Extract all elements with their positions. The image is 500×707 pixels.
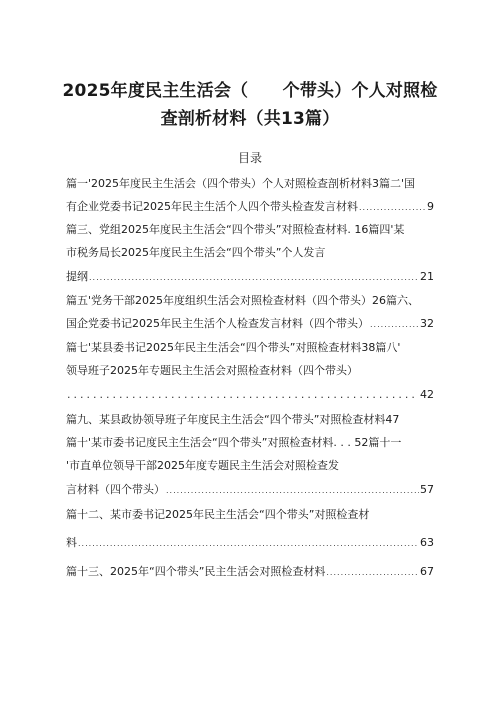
toc-line[interactable]: [66, 246, 434, 260]
toc-line[interactable]: [66, 270, 434, 285]
toc-entry-text: '市直单位领导干部2025年度专题民主生活会对照检查发: [66, 459, 340, 472]
toc-line[interactable]: [66, 436, 434, 450]
document-title-line-2: 查剖析材料（共13篇）: [160, 109, 340, 129]
toc-page-number: 42: [420, 388, 434, 401]
toc-line[interactable]: [66, 459, 434, 473]
toc-heading: 目录: [237, 151, 262, 165]
toc-line[interactable]: [66, 223, 434, 237]
toc-leader-dots: [78, 537, 419, 551]
toc-page-number: 21: [420, 270, 434, 283]
toc-page-number: 32: [420, 317, 434, 330]
toc-line[interactable]: [66, 294, 434, 308]
toc-line[interactable]: [66, 341, 434, 355]
toc-line[interactable]: [66, 364, 434, 378]
toc-leader-dots: [359, 201, 426, 215]
toc-entry-text: 有企业党委书记2025年民主生活个人四个带头检查发言材料: [66, 200, 358, 213]
toc-entry-text: 篇七'某县委书记2025年民主生活会“四个带头”对照检查材料38篇八': [66, 341, 401, 354]
toc-line[interactable]: [66, 388, 434, 402]
toc-entry-text: 篇十二、某市委书记2025年民主生活会“四个带头”对照检查材: [66, 508, 370, 521]
toc-leader-dots: [67, 388, 416, 402]
toc-page-number: 57: [420, 483, 434, 496]
toc-line[interactable]: [66, 177, 434, 191]
toc-leader-dots: [166, 484, 419, 498]
toc-entry-text: 提纲: [66, 270, 88, 283]
toc-entry-text: 市税务局长2025年度民主生活会“四个带头”个人发言: [66, 246, 326, 259]
toc-page-number: 9: [427, 200, 434, 213]
toc-leader-dots: [370, 318, 419, 332]
toc-entry-text: 篇十三、2025年“四个带头”民主生活会对照检查材料: [66, 565, 326, 578]
toc-entry-text: 篇一'2025年度民主生活会（四个带头）个人对照检查剖析材料3篇二'国: [66, 177, 416, 190]
toc-line[interactable]: [66, 317, 434, 332]
toc-entry-text: 篇五'党务干部2025年度组织生活会对照检查材料（四个带头）26篇六、: [66, 294, 420, 307]
document-title-line-1: 2025年度民主生活会（ 个带头）个人对照检: [62, 81, 438, 101]
toc-line[interactable]: [66, 536, 434, 551]
toc-line[interactable]: [66, 508, 434, 522]
toc-page-number: 67: [420, 565, 434, 578]
toc-line[interactable]: [66, 483, 434, 498]
toc-page-number: 63: [420, 536, 434, 549]
toc-line[interactable]: [66, 413, 434, 427]
toc-line[interactable]: [66, 565, 434, 580]
toc-entry-text: 料: [66, 536, 77, 549]
toc-entry-text: 领导班子2025年专题民主生活会对照检查材料（四个带头）: [66, 364, 358, 377]
toc-entry-text: 言材料（四个带头）: [66, 483, 165, 496]
toc-entry-text: 篇三、党组2025年度民主生活会“四个带头”对照检查材料. 16篇四'某: [66, 223, 405, 236]
toc-entry-text: 篇九、某县政协领导班子年度民主生活会“四个带头”对照检查材料47: [66, 413, 400, 426]
toc-entry-text: 篇十'某市委书记度民主生活会“四个带头”对照检查材料. . . 52篇十一: [66, 436, 402, 449]
toc-entry-text: 国企党委书记2025年民主生活个人检查发言材料（四个带头）: [66, 317, 369, 330]
toc-leader-dots: [89, 271, 419, 285]
toc-leader-dots: [326, 566, 419, 580]
toc-line[interactable]: [66, 200, 434, 215]
